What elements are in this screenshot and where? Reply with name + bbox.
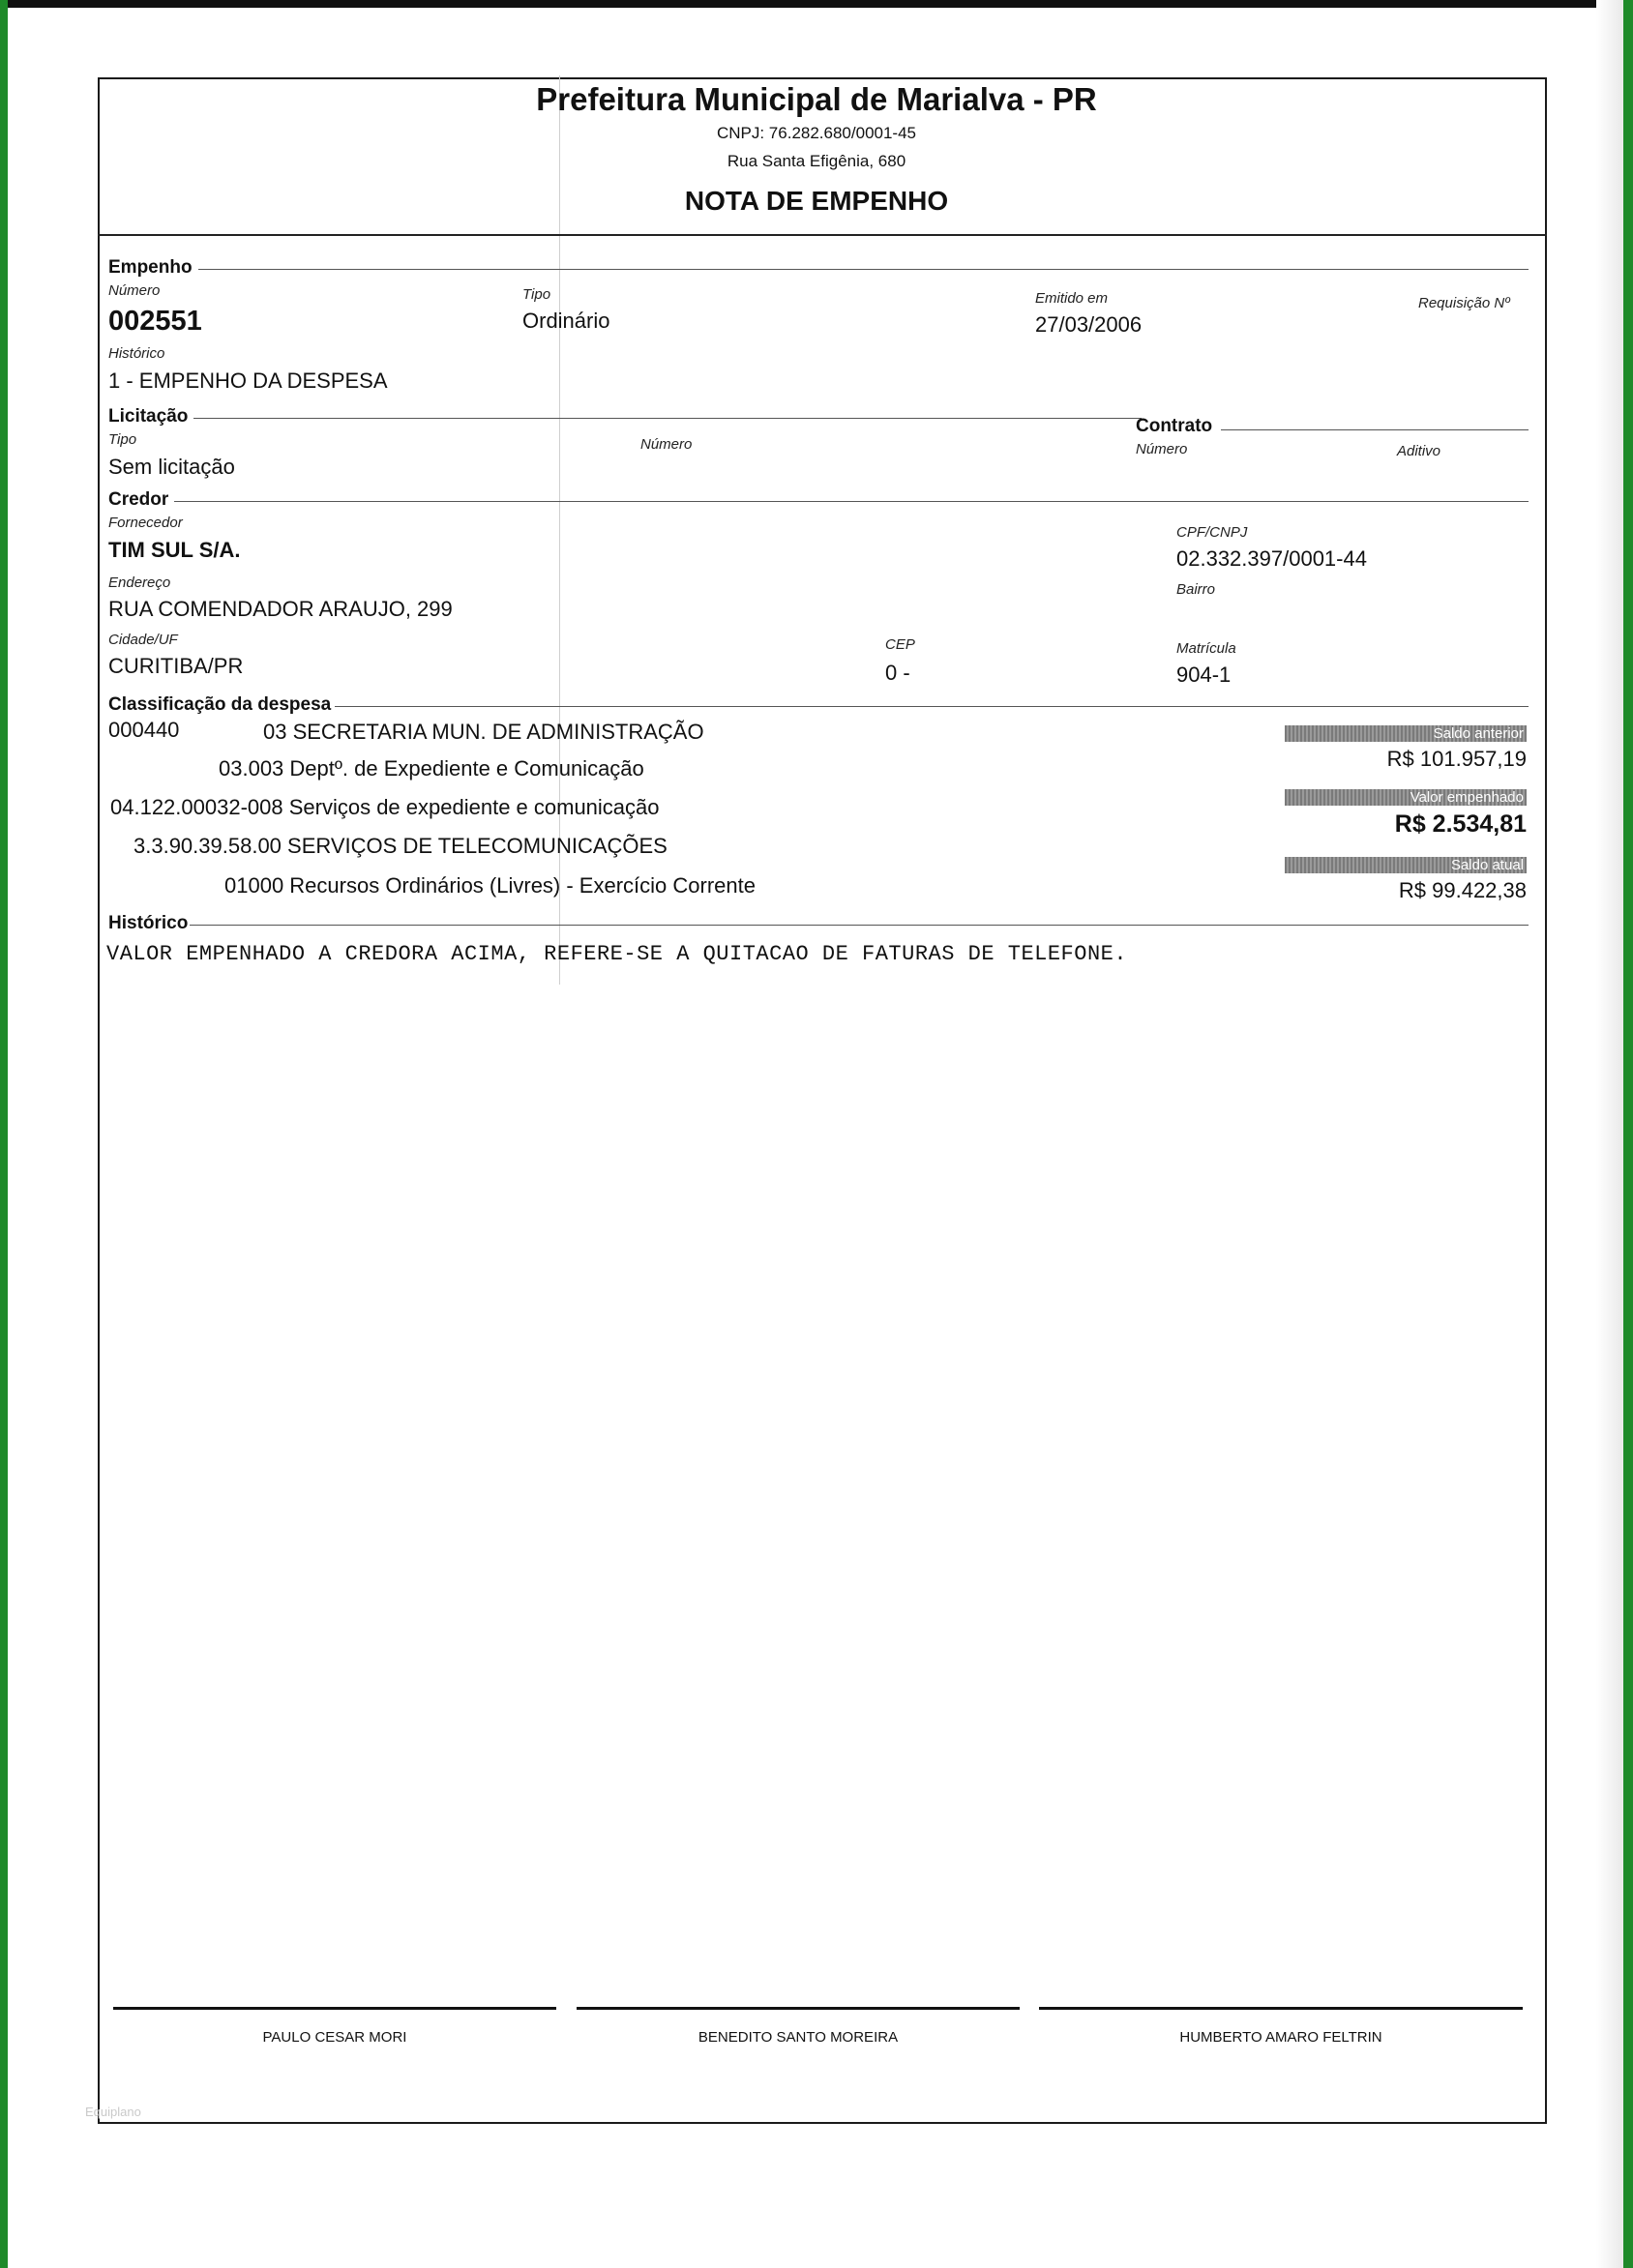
empenho-tipo: Ordinário bbox=[522, 309, 610, 333]
section-rule bbox=[1221, 429, 1529, 430]
saldo-anterior-value: R$ 101.957,19 bbox=[1386, 747, 1527, 771]
contrato-aditivo-label: Aditivo bbox=[1397, 443, 1441, 459]
cep-label: CEP bbox=[885, 636, 915, 653]
section-empenho: Empenho bbox=[108, 257, 193, 278]
endereco: RUA COMENDADOR ARAUJO, 299 bbox=[108, 597, 453, 621]
software-watermark: Equiplano bbox=[85, 2105, 141, 2119]
signature-name-2: BENEDITO SANTO MOREIRA bbox=[698, 2029, 899, 2046]
endereco-label: Endereço bbox=[108, 574, 171, 591]
section-rule bbox=[190, 925, 1529, 926]
empenho-numero: 002551 bbox=[108, 306, 202, 337]
saldo-anterior-label: Saldo anterior bbox=[1285, 725, 1527, 742]
empenho-numero-label: Número bbox=[108, 282, 161, 299]
matricula-label: Matrícula bbox=[1176, 640, 1236, 657]
requisicao-label: Requisição Nº bbox=[1418, 295, 1510, 311]
classificacao-funcional: 04.122.00032-008 Serviços de expediente e comunicação bbox=[110, 795, 660, 819]
signature-line bbox=[113, 2007, 556, 2010]
licitacao-numero-label: Número bbox=[640, 436, 693, 453]
scan-edge-top bbox=[0, 0, 1633, 8]
fornecedor-name: TIM SUL S/A. bbox=[108, 538, 241, 562]
licitacao-tipo: Sem licitação bbox=[108, 455, 235, 479]
classificacao-code: 000440 bbox=[108, 718, 180, 742]
fornecedor-label: Fornecedor bbox=[108, 515, 183, 531]
saldo-atual-value: R$ 99.422,38 bbox=[1398, 878, 1527, 902]
org-cnpj: CNPJ: 76.282.680/0001-45 bbox=[716, 124, 917, 142]
section-historico: Histórico bbox=[108, 913, 189, 933]
bairro-label: Bairro bbox=[1176, 581, 1216, 598]
cpf-cnpj: 02.332.397/0001-44 bbox=[1176, 546, 1367, 571]
valor-empenhado-value: R$ 2.534,81 bbox=[1394, 810, 1527, 838]
scan-edge-right bbox=[1623, 0, 1633, 2268]
classificacao-recurso: 01000 Recursos Ordinários (Livres) - Exercício Corrente bbox=[224, 873, 756, 898]
matricula: 904-1 bbox=[1176, 663, 1232, 687]
scan-shadow-right bbox=[1596, 0, 1623, 2268]
signature-line bbox=[577, 2007, 1020, 2010]
section-rule bbox=[335, 706, 1529, 707]
empenho-historico: 1 - EMPENHO DA DESPESA bbox=[108, 368, 388, 393]
section-licitacao: Licitação bbox=[108, 406, 189, 427]
valor-empenhado-label: Valor empenhado bbox=[1285, 789, 1527, 806]
signature-name-1: PAULO CESAR MORI bbox=[262, 2029, 407, 2046]
header-divider bbox=[98, 234, 1547, 236]
section-rule bbox=[174, 501, 1529, 502]
section-rule bbox=[193, 418, 1142, 419]
signature-name-3: HUMBERTO AMARO FELTRIN bbox=[1179, 2029, 1382, 2046]
contrato-numero-label: Número bbox=[1136, 441, 1188, 457]
doc-title: NOTA DE EMPENHO bbox=[684, 186, 949, 216]
section-credor: Credor bbox=[108, 489, 169, 510]
section-classificacao: Classificação da despesa bbox=[108, 694, 332, 715]
emitido-label: Emitido em bbox=[1035, 290, 1109, 307]
cpf-cnpj-label: CPF/CNPJ bbox=[1176, 524, 1248, 541]
historico-label: Histórico bbox=[108, 345, 165, 362]
org-name: Prefeitura Municipal de Marialva - PR bbox=[536, 81, 1097, 117]
org-address: Rua Santa Efigênia, 680 bbox=[727, 152, 906, 170]
scan-edge-left bbox=[0, 0, 8, 2268]
empenho-tipo-label: Tipo bbox=[522, 286, 551, 303]
cep: 0 - bbox=[885, 661, 910, 685]
section-rule bbox=[198, 269, 1529, 270]
cidade: CURITIBA/PR bbox=[108, 654, 244, 678]
signature-line bbox=[1039, 2007, 1523, 2010]
saldo-atual-label: Saldo atual bbox=[1285, 857, 1527, 873]
section-contrato: Contrato bbox=[1136, 416, 1213, 436]
classificacao-secretaria: 03 SECRETARIA MUN. DE ADMINISTRAÇÃO bbox=[263, 720, 704, 744]
historico-text: VALOR EMPENHADO A CREDORA ACIMA, REFERE-SE A QUITACAO DE FATURAS DE TELEFONE. bbox=[106, 942, 1128, 966]
classificacao-elemento: 3.3.90.39.58.00 SERVIÇOS DE TELECOMUNICAÇÕES bbox=[134, 834, 668, 858]
classificacao-departamento: 03.003 Deptº. de Expediente e Comunicação bbox=[219, 756, 644, 781]
emitido-date: 27/03/2006 bbox=[1035, 312, 1143, 337]
cidade-label: Cidade/UF bbox=[108, 632, 178, 648]
licitacao-tipo-label: Tipo bbox=[108, 431, 137, 448]
